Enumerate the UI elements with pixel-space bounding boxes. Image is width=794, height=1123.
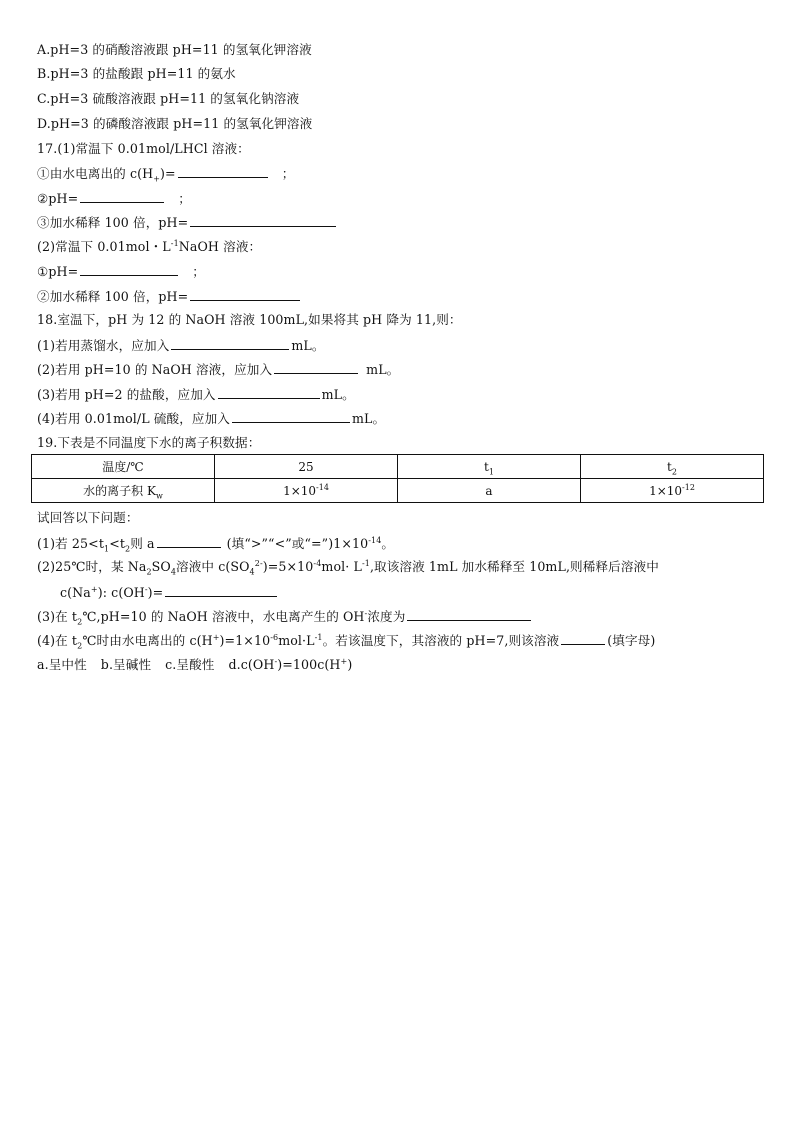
option-d: d.c(OH-)=100c(H+) [228,656,353,672]
answer-blank[interactable] [157,535,221,548]
q19-options [37,657,352,673]
q18-heading: 18.室温下，pH 为 12 的 NaOH 溶液 100mL,如果将其 pH 降为 11,则： [37,312,462,327]
q19-sub-3: (3)在 $t_2℃,pH=10$ 的 NaOH 溶液中，水电离产生的 OH-浓度为 [37,608,533,625]
option-a: a.呈中性 [37,657,87,672]
answer-blank[interactable] [190,214,336,227]
option-a: A.pH=3 的硝酸溶液跟 pH=11 的氢氧化钾溶液 [37,42,312,57]
table-row [32,479,764,503]
q19-sub-4: (4)在 $t_2℃$时由水电离出的 $c(H^+)=1\times 10^{-6}mol\cdot L^{-1}$。若该温度下，其溶液的 pH=7,则该溶液 (填字母) [37,632,656,651]
answer-blank[interactable] [218,386,320,399]
table-cell: $t_2$ [581,455,764,479]
table-cell: 温度/℃ [32,455,215,479]
q18-item-3: (3)若用 pH=2 的盐酸，应加入 mL。 [37,387,355,402]
ion-product-table [31,454,764,503]
q17-1-1: ①由水电离出的 $c(H_+)=$ ； [37,166,295,184]
answer-blank[interactable] [407,608,531,621]
q17-2-2: ②加水稀释 100 倍，pH= [37,288,302,305]
q17-1-2: ②pH= ； [37,191,191,206]
table-row [32,455,764,479]
option-b: b.呈碱性 [100,657,152,672]
answer-blank[interactable] [274,361,358,374]
table-cell: $1\times 10^{-14}$ [215,479,398,503]
q19-intro: 试回答以下问题： [37,510,139,525]
table-cell: $1\times 10^{-12}$ [581,479,764,503]
q17-part2-heading: (2)常温下 0.01mol・$L^{-1}NaOH$ 溶液： [37,238,262,254]
q19-heading: 19.下表是不同温度下水的离子积数据： [37,435,261,450]
answer-blank[interactable] [80,190,164,203]
answer-blank[interactable] [165,584,277,597]
q19-sub-2: (2)25℃时，某 $Na_2SO_4$溶液中 $c(SO_4^{2-})=5\times 10^{-4}mol\cdot L^{-1}$,取该溶液 1mL 加水稀释至 10mL,则稀释后溶液中 [37,558,659,577]
option-c: C.pH=3 硫酸溶液跟 pH=11 的氢氧化钠溶液 [37,91,300,106]
answer-blank[interactable] [190,288,300,301]
option-b: B.pH=3 的盐酸跟 pH=11 的氨水 [37,66,236,81]
answer-blank[interactable] [80,263,178,276]
table-cell: $t_1$ [398,455,581,479]
q18-item-1: (1)若用蒸馏水，应加入 mL。 [37,338,325,353]
q17-1-3: ③加水稀释 100 倍，pH= [37,214,338,231]
q18-item-4: (4)若用 0.01mol/L 硫酸，应加入 mL。 [37,411,386,426]
q18-item-2: (2)若用 pH=10 的 NaOH 溶液，应加入 mL。 [37,362,400,377]
table-cell: a [398,479,581,503]
q19-sub-1: (1)若 $25<t_1<t_2$则 a (填“>”“<”或“$=”)1\times 10^{-14}$。 [37,535,395,554]
q17-part1-heading: 17.(1)常温下 0.01mol/LHCl 溶液： [37,141,250,156]
table-cell: 水的离子积 $K_w$ [32,479,215,503]
q17-2-1: ①pH= ； [37,264,205,279]
answer-blank[interactable] [171,337,289,350]
q19-sub-2-cont: c(Na+): c(OH-)= [60,584,279,601]
answer-blank[interactable] [232,410,350,423]
answer-blank[interactable] [178,165,268,178]
option-d: D.pH=3 的磷酸溶液跟 pH=11 的氢氧化钾溶液 [37,116,313,131]
option-c: c.呈酸性 [165,657,215,672]
answer-blank[interactable] [561,632,605,645]
table-cell: 25 [215,455,398,479]
